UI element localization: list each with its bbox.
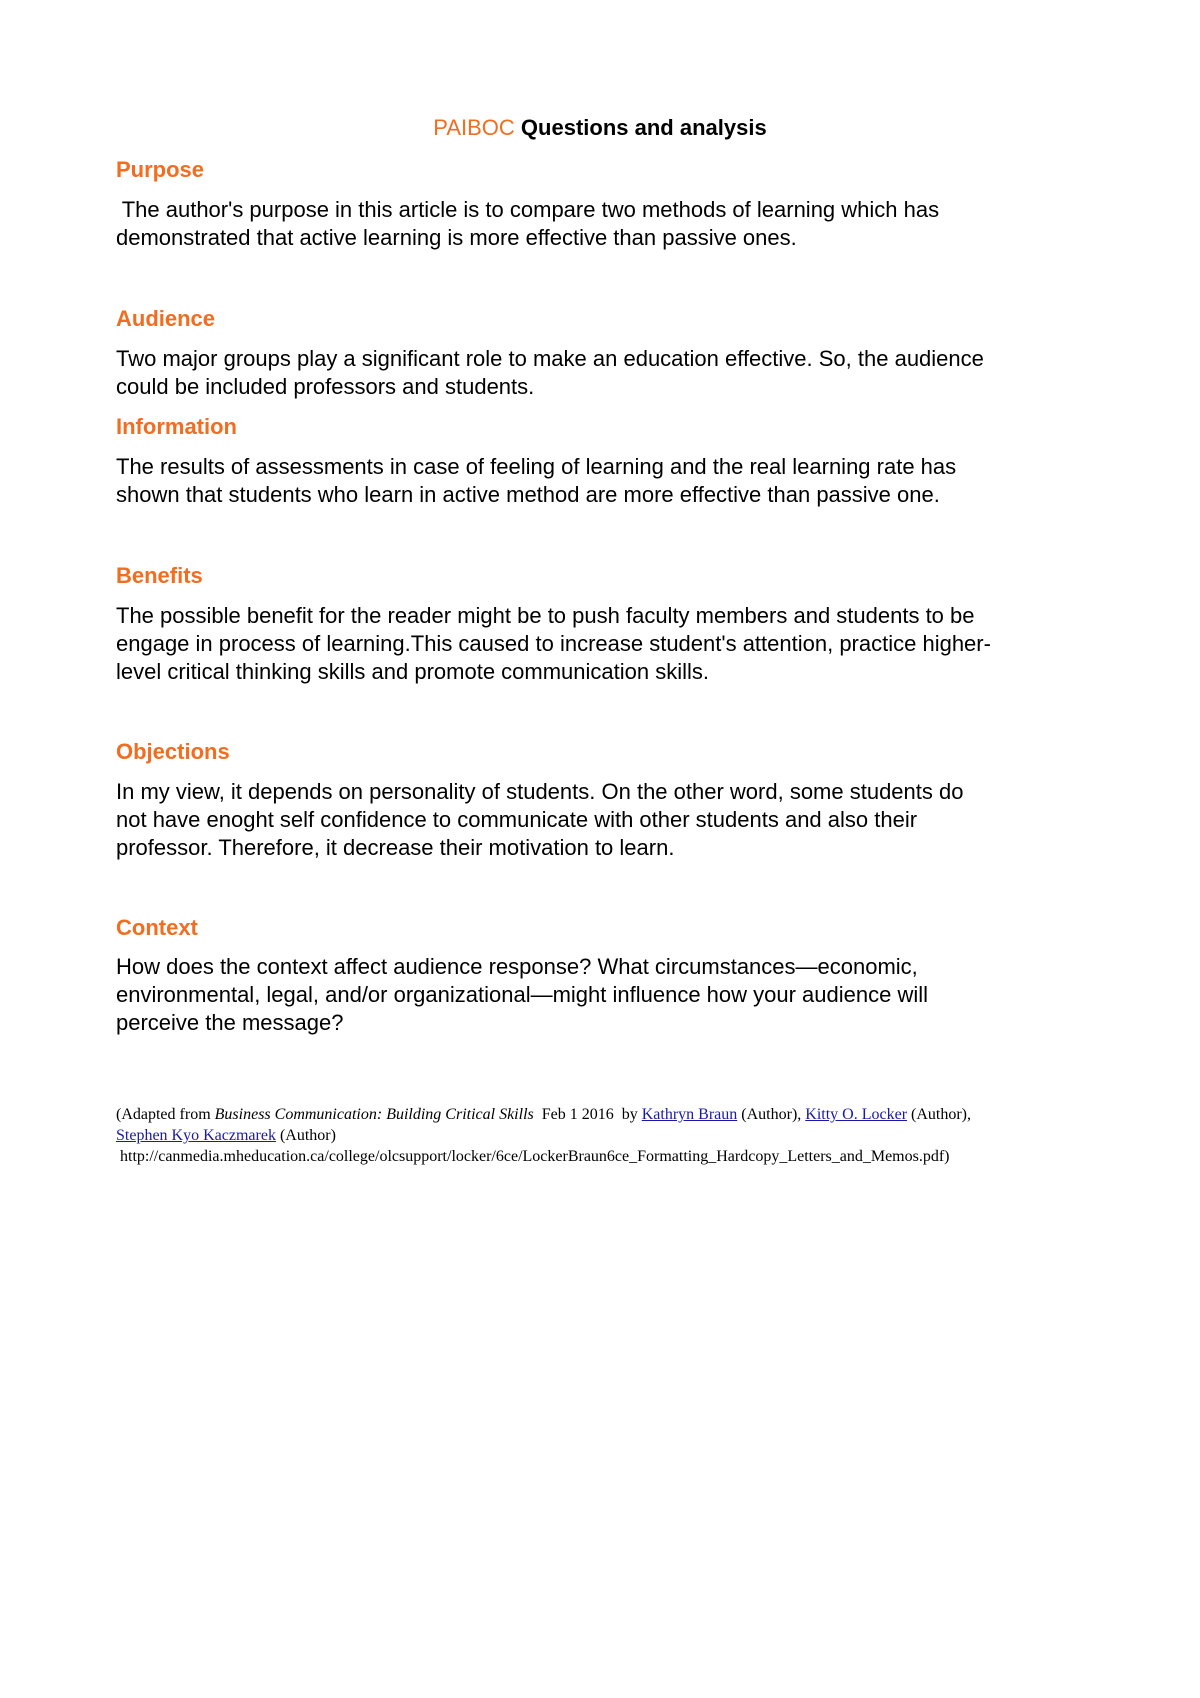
paragraph-line: not have enoght self confidence to communicate with other students and also their (116, 807, 918, 832)
paragraph-line: How does the context affect audience response? What circumstances—economic, (116, 954, 918, 979)
heading-benefits: Benefits (116, 563, 203, 588)
heading-purpose: Purpose (116, 157, 205, 182)
paragraph-line: professor. Therefore, it decrease their motivation to learn. (116, 835, 675, 860)
paragraph-purpose (116, 196, 1096, 252)
paragraph-line: environmental, legal, and/or organizational—might influence how your audience will (116, 982, 929, 1007)
author-link-kitty-locker[interactable]: Kitty O. Locker (805, 1106, 908, 1123)
paragraph-audience (116, 345, 1096, 401)
title-accent: PAIBOC (433, 115, 515, 140)
paragraph-line: The possible benefit for the reader might be to push faculty members and students to be (116, 603, 975, 628)
paragraph-line: engage in process of learning.This caused to increase student's attention, practice higher- (116, 631, 991, 656)
citation-date: Feb 1 2016 by (533, 1106, 642, 1123)
paragraph-line: perceive the message? (116, 1010, 344, 1035)
author-link-stephen-kaczmarek[interactable]: Stephen Kyo Kaczmarek (116, 1127, 276, 1144)
citation-block (116, 1104, 1096, 1167)
citation-book-title: Business Communication: Building Critical Skills (214, 1106, 534, 1123)
citation-prefix: (Adapted from (116, 1106, 215, 1123)
paragraph-line: In my view, it depends on personality of students. On the other word, some students do (116, 779, 964, 804)
paragraph-information (116, 453, 1096, 509)
citation-line (116, 1125, 1096, 1146)
heading-context: Context (116, 915, 198, 940)
paragraph-line: could be included professors and students. (116, 374, 535, 399)
paragraph-context (116, 953, 1096, 1037)
title-rest: Questions and analysis (514, 115, 767, 140)
paragraph-line: Two major groups play a significant role to make an education effective. So, the audience (116, 346, 984, 371)
citation-author-role: (Author), (737, 1106, 806, 1123)
citation-author-role: (Author), (907, 1106, 971, 1123)
heading-objections: Objections (116, 739, 230, 764)
paragraph-objections (116, 778, 1096, 862)
heading-information: Information (116, 414, 237, 439)
document-title (0, 114, 1200, 142)
author-link-kathryn-braun[interactable]: Kathryn Braun (641, 1106, 738, 1123)
heading-audience: Audience (116, 306, 216, 331)
paragraph-benefits (116, 602, 1096, 686)
citation-author-role: (Author) (275, 1127, 336, 1144)
citation-url: http://canmedia.mheducation.ca/college/olcsupport/locker/6ce/LockerBraun6ce_Formatting_Hardcopy_Letters_and_Memos.pdf) (116, 1148, 950, 1165)
citation-line (116, 1104, 1096, 1125)
paragraph-line: demonstrated that active learning is more effective than passive ones. (116, 225, 797, 250)
paragraph-line: level critical thinking skills and promote communication skills. (116, 659, 710, 684)
paragraph-line: The results of assessments in case of feeling of learning and the real learning rate has (116, 454, 957, 479)
paragraph-line: The author's purpose in this article is to compare two methods of learning which has (116, 197, 940, 222)
paragraph-line: shown that students who learn in active method are more effective than passive one. (116, 482, 940, 507)
